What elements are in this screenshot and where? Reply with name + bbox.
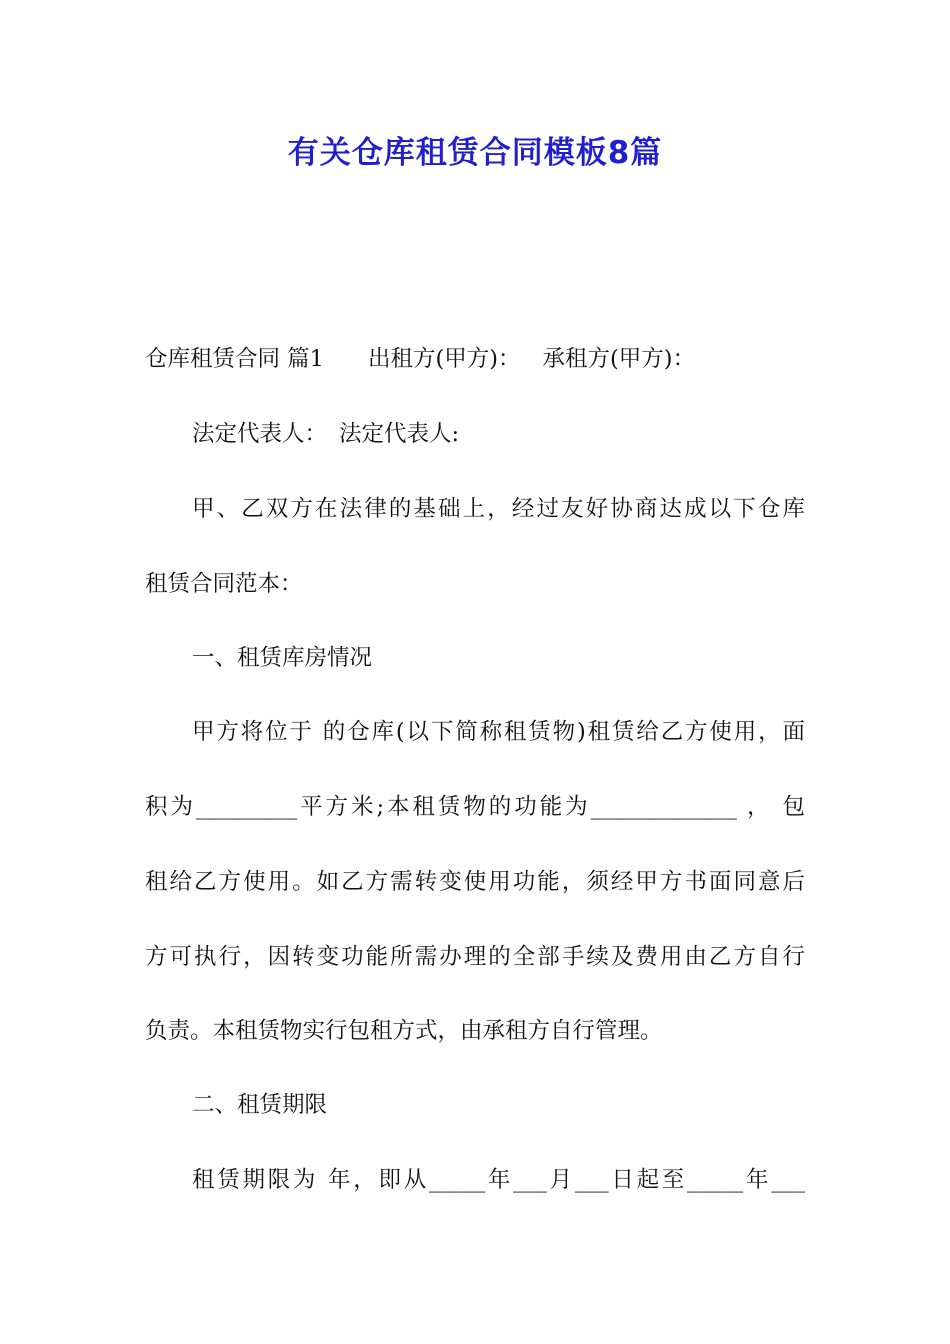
paragraph-line: 租赁期限为 年，即从_____年___月___日起至_____年___	[192, 1167, 805, 1193]
lessee-label: 承租方(甲方)：	[542, 346, 696, 372]
paragraph-line: 租给乙方使用。如乙方需转变使用功能，须经甲方书面同意后	[145, 869, 805, 895]
lessee-representative-label: 法定代表人:	[339, 421, 460, 447]
paragraph-line: 积为_________平方米;本租赁物的功能为_____________ ， 包	[145, 794, 805, 820]
section-heading: 一、租赁库房情况	[192, 645, 373, 671]
intro-text-line: 甲、乙双方在法律的基础上，经过友好协商达成以下仓库	[192, 496, 805, 522]
paragraph-line: 负责。本租赁物实行包租方式，由承租方自行管理。	[145, 1018, 663, 1044]
intro-text-line: 租赁合同范本：	[145, 571, 303, 597]
paragraph-line: 甲方将位于 的仓库(以下简称租赁物)租赁给乙方使用，面	[192, 719, 805, 745]
paragraph-line: 方可执行，因转变功能所需办理的全部手续及费用由乙方自行	[145, 944, 805, 970]
lessor-label: 出租方(甲方)：	[367, 346, 521, 372]
representatives-line	[192, 414, 805, 454]
document-title: 有关仓库租赁合同模板8篇	[287, 135, 663, 171]
lessor-representative-label: 法定代表人：	[192, 421, 328, 447]
contract-part-label: 仓库租赁合同 篇1	[145, 346, 324, 372]
parties-line	[145, 339, 805, 379]
section-heading: 二、租赁期限	[192, 1092, 328, 1118]
